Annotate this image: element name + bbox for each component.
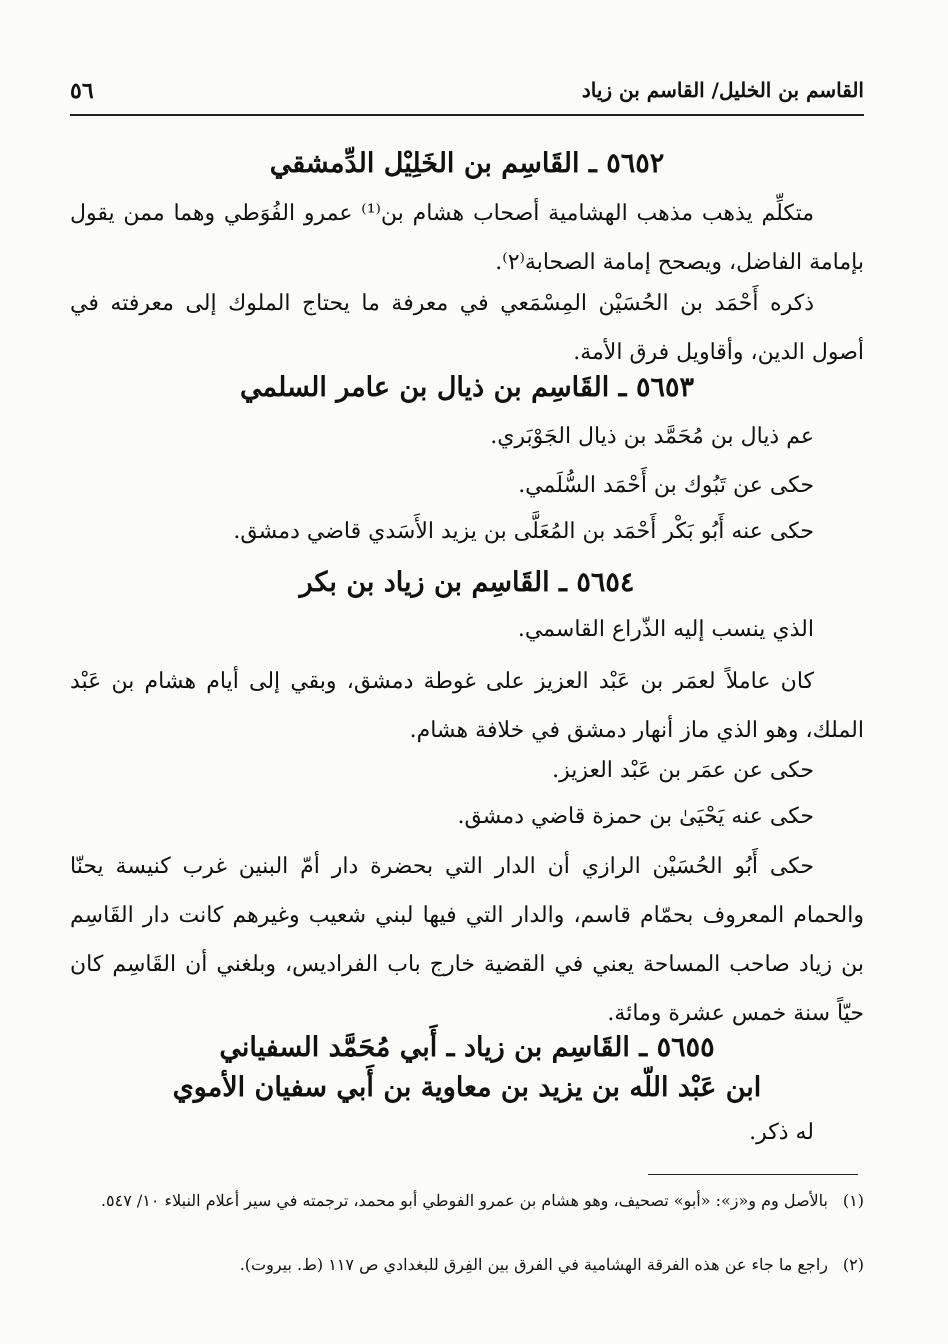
- page-number: ٥٦: [70, 78, 94, 104]
- entry-title-5655-line-1: ٥٦٥٥ ـ القَاسِم بن زياد ـ أَبي مُحَمَّد السفياني: [219, 1032, 715, 1063]
- entry-5653-line-2: حكى عن تَبُوك بن أَحْمَد السُّلَمي.: [518, 473, 814, 498]
- footnote-1: [70, 1186, 864, 1216]
- entry-5654-line-2: حكى عن عمَر بن عَبْد العزيز.: [552, 758, 814, 783]
- entry-title-5654: ٥٦٥٤ ـ القَاسِم بن زياد بن بكر: [299, 567, 635, 598]
- entry-5652-paragraph-1: متكلِّم يذهب مذهب الهشامية أصحاب هشام بن⁽¹⁾ عمرو الفُوَطي وهما ممن يقول بإمامة الفاضل، ويصحح إمامة الصحابة⁽٢⁾.: [70, 201, 864, 275]
- entry-5655-line-1: له ذكر.: [749, 1120, 814, 1145]
- entry-5654-paragraph-2: حكى أَبُو الحُسَيْن الرازي أن الدار التي بحضرة دار أمّ البنين غرب كنيسة يحنّا والحمام المعروف بحمّام قاسم، والدار التي فيها لبني شعيب وغيرهم كانت دار القَاسِم بن زياد صاحب المساحة يعني في القضية خارج باب الفراديس، وبلغني أن القَاسِم كان حيّاً سنة خمس عشرة ومائة.: [70, 854, 864, 1026]
- footnote-2-text: راجع ما جاء عن هذه الفرقة الهشامية في الفرق بين الفِرق للبغدادي ص ١١٧ (ط. بيروت).: [239, 1255, 828, 1274]
- entry-5654-paragraph-1: كان عاملاً لعمَر بن عَبْد العزيز على غوطة دمشق، وبقي إلى أيام هشام بن عَبْد الملك، وهو الذي ماز أنهار دمشق في خلافة هشام.: [70, 669, 864, 743]
- running-title: القاسم بن الخليل/ القاسم بن زياد: [581, 78, 864, 102]
- running-header: [70, 74, 864, 116]
- entry-title-5653: ٥٦٥٣ ـ القَاسِم بن ذيال بن عامر السلمي: [239, 372, 694, 403]
- entry-5653-line-3: حكى عنه أَبُو بَكْر أَحْمَد بن المُعَلَّى بن يزيد الأَسَدي قاضي دمشق.: [233, 519, 814, 544]
- footnote-2: [70, 1250, 864, 1280]
- entry-title-5652: ٥٦٥٢ ـ القَاسِم بن الخَلِيْل الدِّمشقي: [269, 148, 665, 179]
- footnote-1-number: (١): [842, 1191, 864, 1210]
- footnote-divider: [648, 1174, 858, 1175]
- entry-title-5655-line-2: ابن عَبْد اللّه بن يزيد بن معاوية بن أَبي سفيان الأموي: [172, 1072, 762, 1103]
- entry-5654-line-3: حكى عنه يَحْيَىٰ بن حمزة قاضي دمشق.: [457, 804, 814, 829]
- footnote-2-number: (٢): [842, 1255, 864, 1274]
- entry-5652-paragraph-2: ذكره أَحْمَد بن الحُسَيْن المِسْمَعي في معرفة ما يحتاج الملوك إلى معرفته في أصول الدين، وأقاويل فرق الأمة.: [70, 291, 864, 365]
- entry-5653-line-1: عم ذيال بن مُحَمَّد بن ذيال الجَوْبَري.: [490, 424, 814, 449]
- footnote-1-text: بالأصل وم و«ز»: «أبو» تصحيف، وهو هشام بن عمرو الفوطي أبو محمد، ترجمته في سير أعلام النبلاء ١٠/ ٥٤٧.: [100, 1191, 828, 1210]
- entry-5654-line-1: الذي ينسب إليه الذّراع القاسمي.: [517, 617, 814, 642]
